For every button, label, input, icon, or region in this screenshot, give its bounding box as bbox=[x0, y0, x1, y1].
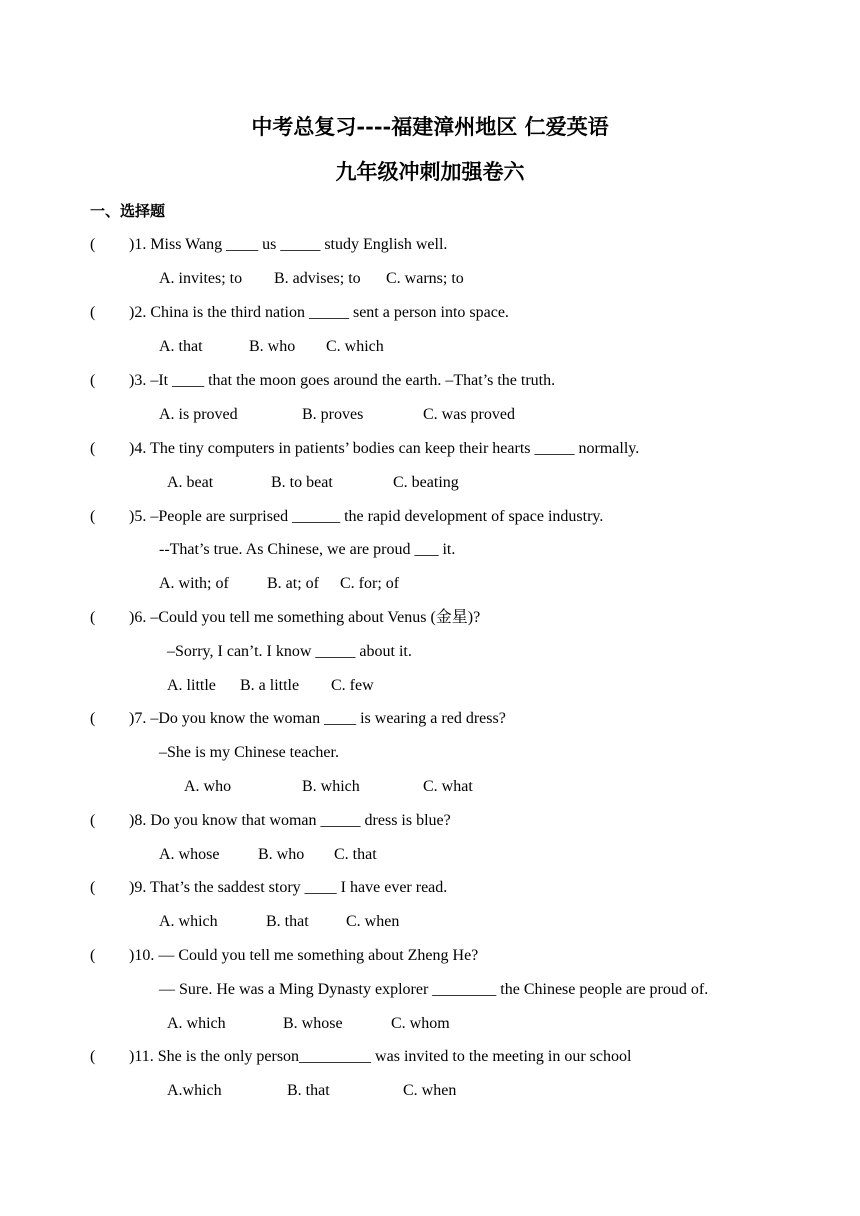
option-c: C. was proved bbox=[423, 406, 515, 423]
question-stem: )5. –People are surprised ______ the rapid development of space industry. bbox=[129, 508, 604, 525]
answer-blank[interactable]: ( bbox=[90, 304, 96, 321]
answer-blank[interactable]: ( bbox=[90, 1048, 96, 1065]
question-stem: )6. –Could you tell me something about Venus (金星)? bbox=[129, 609, 481, 626]
option-a: A.which bbox=[167, 1082, 222, 1099]
option-b: B. at; of bbox=[267, 575, 319, 592]
answer-blank[interactable]: ( bbox=[90, 508, 96, 525]
answer-blank[interactable]: ( bbox=[90, 710, 96, 727]
answer-blank[interactable]: ( bbox=[90, 609, 96, 626]
question-stem: )11. She is the only person_________ was invited to the meeting in our school bbox=[129, 1048, 632, 1065]
option-c: C. beating bbox=[393, 474, 459, 491]
question-stem: )9. That’s the saddest story ____ I have ever read. bbox=[129, 879, 448, 896]
answer-blank[interactable]: ( bbox=[90, 440, 96, 457]
option-a: A. which bbox=[159, 913, 218, 930]
option-b: B. proves bbox=[302, 406, 364, 423]
option-c: C. what bbox=[423, 778, 473, 795]
option-a: A. beat bbox=[167, 474, 214, 491]
option-a: A. is proved bbox=[159, 406, 238, 423]
dialogue-line: –She is my Chinese teacher. bbox=[159, 744, 339, 761]
option-a: A. with; of bbox=[159, 575, 229, 592]
option-a: A. who bbox=[184, 778, 232, 795]
dialogue-line: --That’s true. As Chinese, we are proud ___ it. bbox=[159, 541, 456, 558]
option-c: C. when bbox=[403, 1082, 457, 1099]
question-stem: )2. China is the third nation _____ sent a person into space. bbox=[129, 304, 509, 321]
document-subtitle: 九年级冲刺加强卷六 bbox=[335, 159, 525, 184]
option-b: B. who bbox=[249, 338, 296, 355]
option-c: C. few bbox=[331, 677, 374, 694]
option-b: B. that bbox=[266, 913, 309, 930]
option-c: C. which bbox=[326, 338, 384, 355]
option-b: B. that bbox=[287, 1082, 330, 1099]
answer-blank[interactable]: ( bbox=[90, 812, 96, 829]
answer-blank[interactable]: ( bbox=[90, 947, 96, 964]
option-a: A. whose bbox=[159, 846, 220, 863]
option-b: B. to beat bbox=[271, 474, 333, 491]
question-stem: )4. The tiny computers in patients’ bodies can keep their hearts _____ normally. bbox=[129, 440, 640, 457]
answer-blank[interactable]: ( bbox=[90, 372, 96, 389]
option-b: B. a little bbox=[240, 677, 300, 694]
question-stem: )10. — Could you tell me something about Zheng He? bbox=[129, 947, 479, 964]
option-b: B. who bbox=[258, 846, 305, 863]
document-title: 中考总复习----福建漳州地区 仁爱英语 bbox=[251, 114, 609, 139]
option-c: C. whom bbox=[391, 1015, 450, 1032]
question-stem: )8. Do you know that woman _____ dress is blue? bbox=[129, 812, 451, 829]
question-stem: )7. –Do you know the woman ____ is wearing a red dress? bbox=[129, 710, 506, 727]
option-c: C. when bbox=[346, 913, 400, 930]
question-stem: )3. –It ____ that the moon goes around the earth. –That’s the truth. bbox=[129, 372, 556, 389]
option-b: B. whose bbox=[283, 1015, 343, 1032]
section-heading: 一、选择题 bbox=[90, 202, 166, 220]
option-b: B. advises; to bbox=[274, 270, 361, 287]
option-b: B. which bbox=[302, 778, 360, 795]
dialogue-line: –Sorry, I can’t. I know _____ about it. bbox=[167, 643, 412, 660]
question-stem: )1. Miss Wang ____ us _____ study English well. bbox=[129, 236, 448, 253]
option-c: C. for; of bbox=[340, 575, 400, 592]
option-a: A. invites; to bbox=[159, 270, 243, 287]
option-a: A. which bbox=[167, 1015, 226, 1032]
option-a: A. little bbox=[167, 677, 216, 694]
dialogue-line: — Sure. He was a Ming Dynasty explorer ________ the Chinese people are proud of. bbox=[159, 981, 709, 998]
option-c: C. that bbox=[334, 846, 377, 863]
answer-blank[interactable]: ( bbox=[90, 236, 96, 253]
option-c: C. warns; to bbox=[386, 270, 464, 287]
answer-blank[interactable]: ( bbox=[90, 879, 96, 896]
option-a: A. that bbox=[159, 338, 203, 355]
